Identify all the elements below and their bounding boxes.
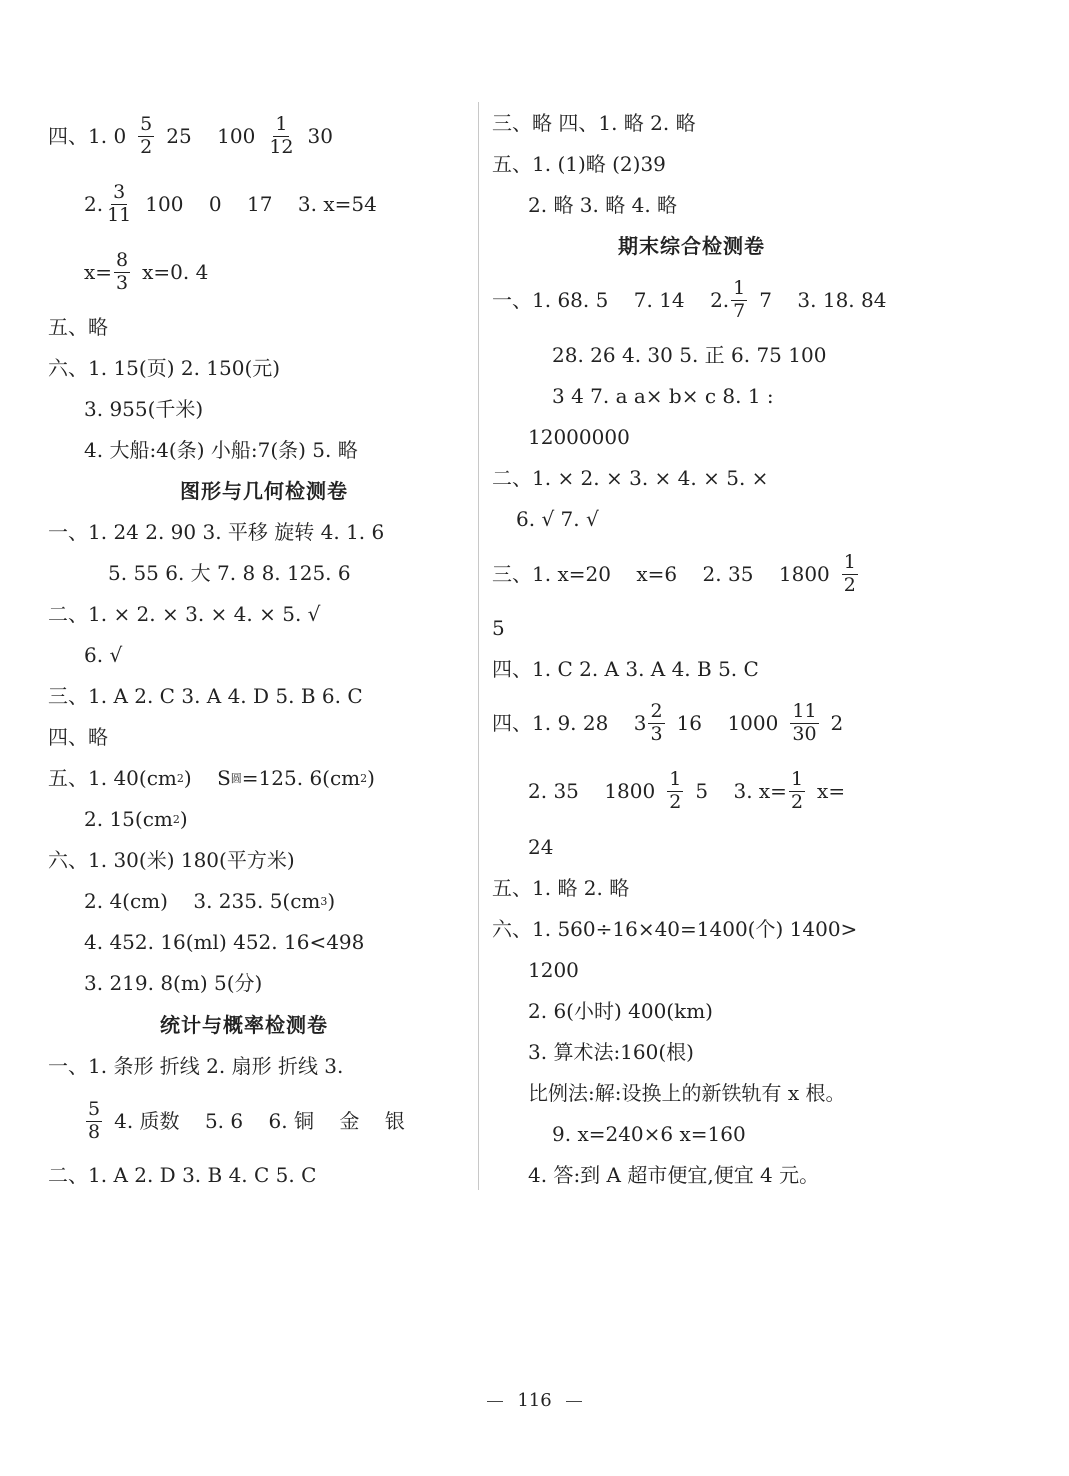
- fraction: [731, 276, 747, 322]
- answer-text: 2. 35 1800: [528, 779, 656, 803]
- answer-text: x=0. 4: [142, 260, 209, 284]
- answer-line: 5. 55 6. 大 7. 8 8. 125. 6: [108, 561, 351, 585]
- answer-line: [492, 276, 886, 324]
- denominator: 8: [88, 1120, 101, 1143]
- numerator: 5: [88, 1097, 101, 1120]
- answer-line: 2. 6(小时) 400(km): [528, 999, 713, 1023]
- answer-line: 比例法:解:设换上的新铁轨有 x 根。: [528, 1081, 846, 1105]
- answer-line: [48, 112, 333, 160]
- numerator: 2: [650, 699, 663, 722]
- answer-text: 四、1. 9. 28 3: [492, 711, 647, 735]
- answer-text: 四、1. 0: [48, 124, 127, 148]
- answer-line: 三、1. A 2. C 3. A 4. D 5. B 6. C: [48, 684, 363, 708]
- answer-line: 二、1. × 2. × 3. × 4. × 5. √: [48, 602, 321, 626]
- fraction: [267, 112, 295, 158]
- answer-line: 4. 452. 16(ml) 452. 16<498: [84, 930, 365, 954]
- answer-text: 4. 质数 5. 6 6. 铜 金 银: [114, 1109, 405, 1133]
- answer-line: 2. 略 3. 略 4. 略: [528, 193, 678, 217]
- answer-line: 6. √ 7. √: [516, 507, 599, 531]
- fraction: [842, 550, 858, 596]
- answer-text: ): [327, 889, 336, 913]
- answer-text: 100 0 17 3. x=54: [145, 192, 377, 216]
- answer-line: 5: [492, 616, 505, 640]
- answer-line: 3. 算术法:160(根): [528, 1040, 694, 1064]
- answer-line: 五、1. (1)略 (2)39: [492, 152, 666, 176]
- answer-text: 16 1000: [676, 711, 779, 735]
- answer-line: 五、1. 40(cm 2 ) S 圆 =125. 6(cm 2 ): [48, 766, 375, 790]
- answer-text: ): [179, 807, 188, 831]
- answer-line: [84, 248, 208, 296]
- answer-line: 一、1. 条形 折线 2. 扇形 折线 3.: [48, 1054, 344, 1078]
- answer-text: 2.: [84, 192, 104, 216]
- answer-line: 六、1. 560÷16×40=1400(个) 1400>: [492, 917, 858, 941]
- subscript: 圆: [230, 771, 242, 785]
- section-title: 统计与概率检测卷: [160, 1013, 328, 1037]
- answer-text: 5 3. x=: [695, 779, 787, 803]
- answer-line: 二、1. × 2. × 3. × 4. × 5. ×: [492, 466, 769, 490]
- fraction: [789, 767, 805, 813]
- answer-line: [84, 1096, 405, 1146]
- answer-line: 五、略: [48, 315, 108, 339]
- answer-line: 2. 15(cm 2 ): [84, 807, 188, 831]
- denominator: 2: [790, 790, 804, 813]
- answer-line: 三、略 四、1. 略 2. 略: [492, 111, 696, 135]
- numerator: 1: [733, 276, 746, 299]
- numerator: 8: [116, 248, 129, 271]
- answer-line: 四、略: [48, 725, 108, 749]
- numerator: 1: [790, 767, 804, 790]
- answer-text: 7 3. 18. 84: [759, 288, 887, 312]
- numerator: 3: [113, 180, 126, 203]
- denominator: 2: [140, 135, 153, 158]
- section-title: 期末综合检测卷: [618, 234, 765, 258]
- denominator: 30: [792, 722, 817, 745]
- answer-text: 2: [830, 711, 844, 735]
- answer-line: 9. x=240×6 x=160: [552, 1122, 746, 1146]
- numerator: 1: [669, 767, 682, 790]
- denominator: 7: [733, 299, 746, 322]
- answer-line: 1200: [528, 958, 579, 982]
- footer-dash: [487, 1401, 503, 1402]
- denominator: 3: [650, 722, 663, 745]
- answer-line: 六、1. 15(页) 2. 150(元): [48, 356, 281, 380]
- numerator: 11: [792, 699, 817, 722]
- answer-text: x=: [817, 779, 846, 803]
- fraction: [114, 248, 130, 294]
- answer-line: [492, 699, 843, 747]
- fraction: [790, 699, 818, 745]
- page-number: 116: [517, 1390, 552, 1411]
- answer-line: 五、1. 略 2. 略: [492, 876, 630, 900]
- answer-text: =125. 6(cm: [241, 766, 361, 790]
- answer-line: 28. 26 4. 30 5. 正 6. 75 100: [552, 343, 827, 367]
- fraction: [138, 112, 154, 158]
- column-divider: [478, 102, 479, 1190]
- answer-line: 六、1. 30(米) 180(平方米): [48, 848, 295, 872]
- answer-line: 一、1. 24 2. 90 3. 平移 旋转 4. 1. 6: [48, 520, 385, 544]
- numerator: 1: [843, 550, 856, 573]
- answer-text: 三、1. x=20 x=6 2. 35 1800: [492, 562, 830, 586]
- numerator: 5: [140, 112, 153, 135]
- footer-dash: [566, 1401, 582, 1402]
- denominator: 12: [269, 135, 294, 158]
- answer-line: 2. 4(cm) 3. 235. 5(cm 3 ): [84, 889, 336, 913]
- answer-line: 二、1. A 2. D 3. B 4. C 5. C: [48, 1163, 317, 1187]
- answer-line: 24: [528, 835, 554, 859]
- answer-line: 3. 219. 8(m) 5(分): [84, 971, 263, 995]
- answer-text: 25 100: [166, 124, 256, 148]
- section-title: 图形与几何检测卷: [180, 479, 348, 503]
- numerator: 1: [275, 112, 288, 135]
- answer-text: 一、1. 68. 5 7. 14 2.: [492, 288, 730, 312]
- page-footer: [0, 1390, 1069, 1411]
- answer-line: 四、1. C 2. A 3. A 4. B 5. C: [492, 657, 759, 681]
- answer-line: 3. 955(千米): [84, 397, 204, 421]
- answer-text: 2. 15(cm: [84, 807, 173, 831]
- denominator: 2: [669, 790, 682, 813]
- fraction: [86, 1097, 102, 1143]
- denominator: 11: [107, 203, 132, 226]
- fraction: [667, 767, 683, 813]
- fraction: [105, 180, 133, 226]
- answer-text: 五、1. 40(cm: [48, 766, 177, 790]
- answer-line: 12000000: [528, 425, 630, 449]
- answer-text: 2. 4(cm) 3. 235. 5(cm: [84, 889, 321, 913]
- fraction: [648, 699, 664, 745]
- answer-line: 4. 大船:4(条) 小船:7(条) 5. 略: [84, 438, 358, 462]
- answer-line: 6. √: [84, 643, 123, 667]
- answer-text: ) S: [183, 766, 231, 790]
- answer-line: [492, 550, 870, 598]
- answer-line: [84, 180, 377, 228]
- answer-text: 30: [307, 124, 333, 148]
- answer-line: [528, 767, 845, 815]
- answer-line: 3 4 7. a a× b× c 8. 1 :: [552, 384, 774, 408]
- denominator: 3: [116, 271, 129, 294]
- answer-text: ): [367, 766, 375, 790]
- answer-text: x=: [84, 260, 113, 284]
- answer-line: 4. 答:到 A 超市便宜,便宜 4 元。: [528, 1163, 820, 1187]
- denominator: 2: [843, 573, 856, 596]
